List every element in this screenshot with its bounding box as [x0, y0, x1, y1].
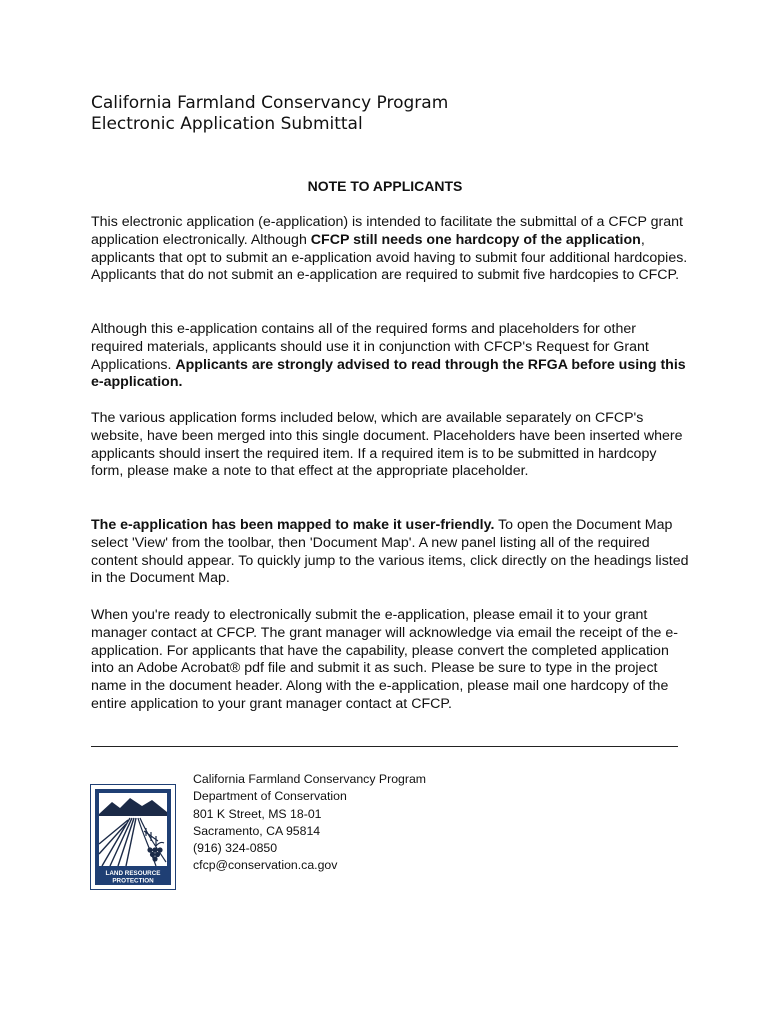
- paragraph-document-map-text: To open the Document Map select 'View' from the toolbar, then 'Document Map'. A new panel listing all of the required content should appear. To quickly jump to the various items, click directly on the headings listed in the Document Map.: [91, 517, 689, 587]
- contact-street: 801 K Street, MS 18-01: [193, 806, 322, 821]
- document-heading: [91, 93, 448, 135]
- paragraph-intro-text-c: , applicants that opt to submit an e-application avoid having to submit four additional hardcopies. Applicants that do not submit an e-application are required to submit five hardcopies to CFCP.: [91, 231, 688, 284]
- paragraph-intro-text-a: This electronic application (e-application) is intended to facilitate the submittal of a CFCP grant application electronically. Although: [91, 214, 683, 248]
- paragraph-intro: [91, 214, 691, 285]
- paragraph-intro-bold: CFCP still needs one hardcopy of the application: [310, 231, 641, 248]
- paragraph-document-map-bold: The e-application has been mapped to make it user-friendly.: [91, 517, 495, 533]
- logo-text-line2: PROTECTION: [112, 877, 154, 885]
- contact-phone: (916) 324-0850: [193, 841, 278, 856]
- contact-department: Department of Conservation: [193, 789, 347, 804]
- contact-block: [193, 771, 426, 875]
- paragraph-submission: [91, 607, 691, 714]
- contact-city: Sacramento, CA 95814: [193, 823, 321, 838]
- paragraph-forms-text: The various application forms included below, which are available separately on CFCP's website, have been merged into this single document. Placeholders have been inserted where applicants should insert the required item. If a required item is to be submitted in hardcopy form, please make a note to that effect at the appropriate placeholder.: [91, 410, 683, 480]
- paragraph-document-map: [91, 517, 691, 588]
- paragraph-rfga-bold: Applicants are strongly advised to read through the RFGA before using this e-application.: [91, 356, 686, 391]
- footer-divider: [91, 746, 678, 747]
- paragraph-rfga: [91, 321, 691, 392]
- heading-subtitle: Electronic Application Submittal: [91, 114, 363, 134]
- heading-program-name: California Farmland Conservancy Program: [91, 93, 449, 113]
- contact-email: cfcp@conservation.ca.gov: [193, 858, 338, 873]
- logo-text-line1: LAND RESOURCE: [105, 870, 161, 877]
- paragraph-forms: [91, 410, 691, 481]
- paragraph-submission-text: When you're ready to electronically submit the e-application, please email it to your grant manager contact at CFCP. The grant manager will acknowledge via email the receipt of the e-application. For applicants that have the capability, please convert the completed application into an Adobe Acrobat® pdf file and submit it as such. Please be sure to type in the project name in the document header. Along with the e-application, please mail one hardcopy of the entire application to your grant manager contact at CFCP.: [91, 607, 678, 712]
- land-resource-protection-logo: [90, 784, 176, 890]
- note-title: NOTE TO APPLICANTS: [307, 178, 463, 194]
- paragraph-rfga-text: Although this e-application contains all of the required forms and placeholders for other required materials, applicants should use it in conjunction with CFCP's Request for Grant Applications.: [91, 321, 649, 373]
- contact-organization: California Farmland Conservancy Program: [193, 772, 427, 786]
